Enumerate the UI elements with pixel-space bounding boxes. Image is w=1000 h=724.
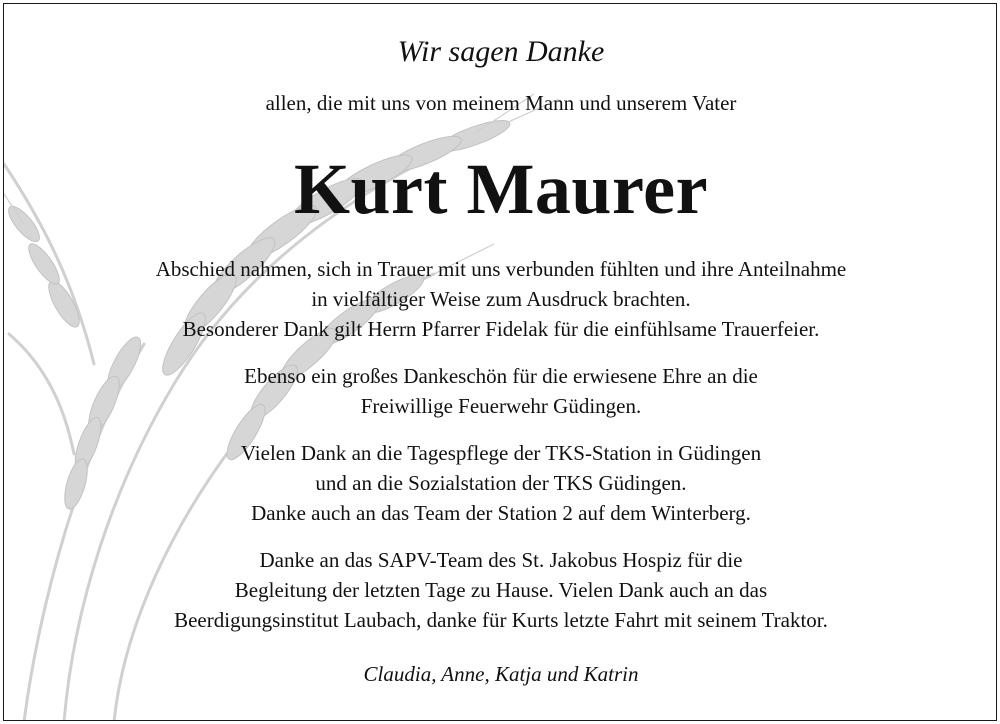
deceased-name: Kurt Maurer <box>293 149 709 229</box>
text-line: Besonderer Dank gilt Herrn Pfarrer Fidelak für die einfühlsame Trauerfeier. <box>182 317 820 341</box>
paragraph-thanks-general <box>4 254 997 344</box>
heading: Wir sagen Danke <box>397 35 605 68</box>
obituary-card <box>3 3 997 721</box>
text-line: Vielen Dank an die Tagespflege der TKS-Station in Güdingen <box>240 441 762 465</box>
signature: Claudia, Anne, Katja und Katrin <box>363 662 639 686</box>
intro-line: allen, die mit uns von meinem Mann und unserem Vater <box>265 91 737 115</box>
text-line: Beerdigungsinstitut Laubach, danke für Kurts letzte Fahrt mit seinem Traktor. <box>174 608 828 632</box>
text-line: Ebenso ein großes Dankeschön für die erwiesene Ehre an die <box>244 364 758 388</box>
paragraph-thanks-hospice <box>4 545 997 635</box>
text-line: in vielfältiger Weise zum Ausdruck brachten. <box>311 287 691 311</box>
text-line: und an die Sozialstation der TKS Güdingen. <box>315 471 687 495</box>
text-line: Abschied nahmen, sich in Trauer mit uns verbunden fühlten und ihre Anteilnahme <box>155 257 847 281</box>
text-line: Danke an das SAPV-Team des St. Jakobus Hospiz für die <box>259 548 743 572</box>
card-text <box>4 4 997 721</box>
text-line: Begleitung der letzten Tage zu Hause. Vielen Dank auch an das <box>234 578 768 602</box>
paragraph-thanks-care <box>4 438 997 528</box>
text-line: Freiwillige Feuerwehr Güdingen. <box>360 394 642 418</box>
paragraph-thanks-fire-brigade <box>4 361 997 421</box>
text-line: Danke auch an das Team der Station 2 auf dem Winterberg. <box>251 501 751 525</box>
